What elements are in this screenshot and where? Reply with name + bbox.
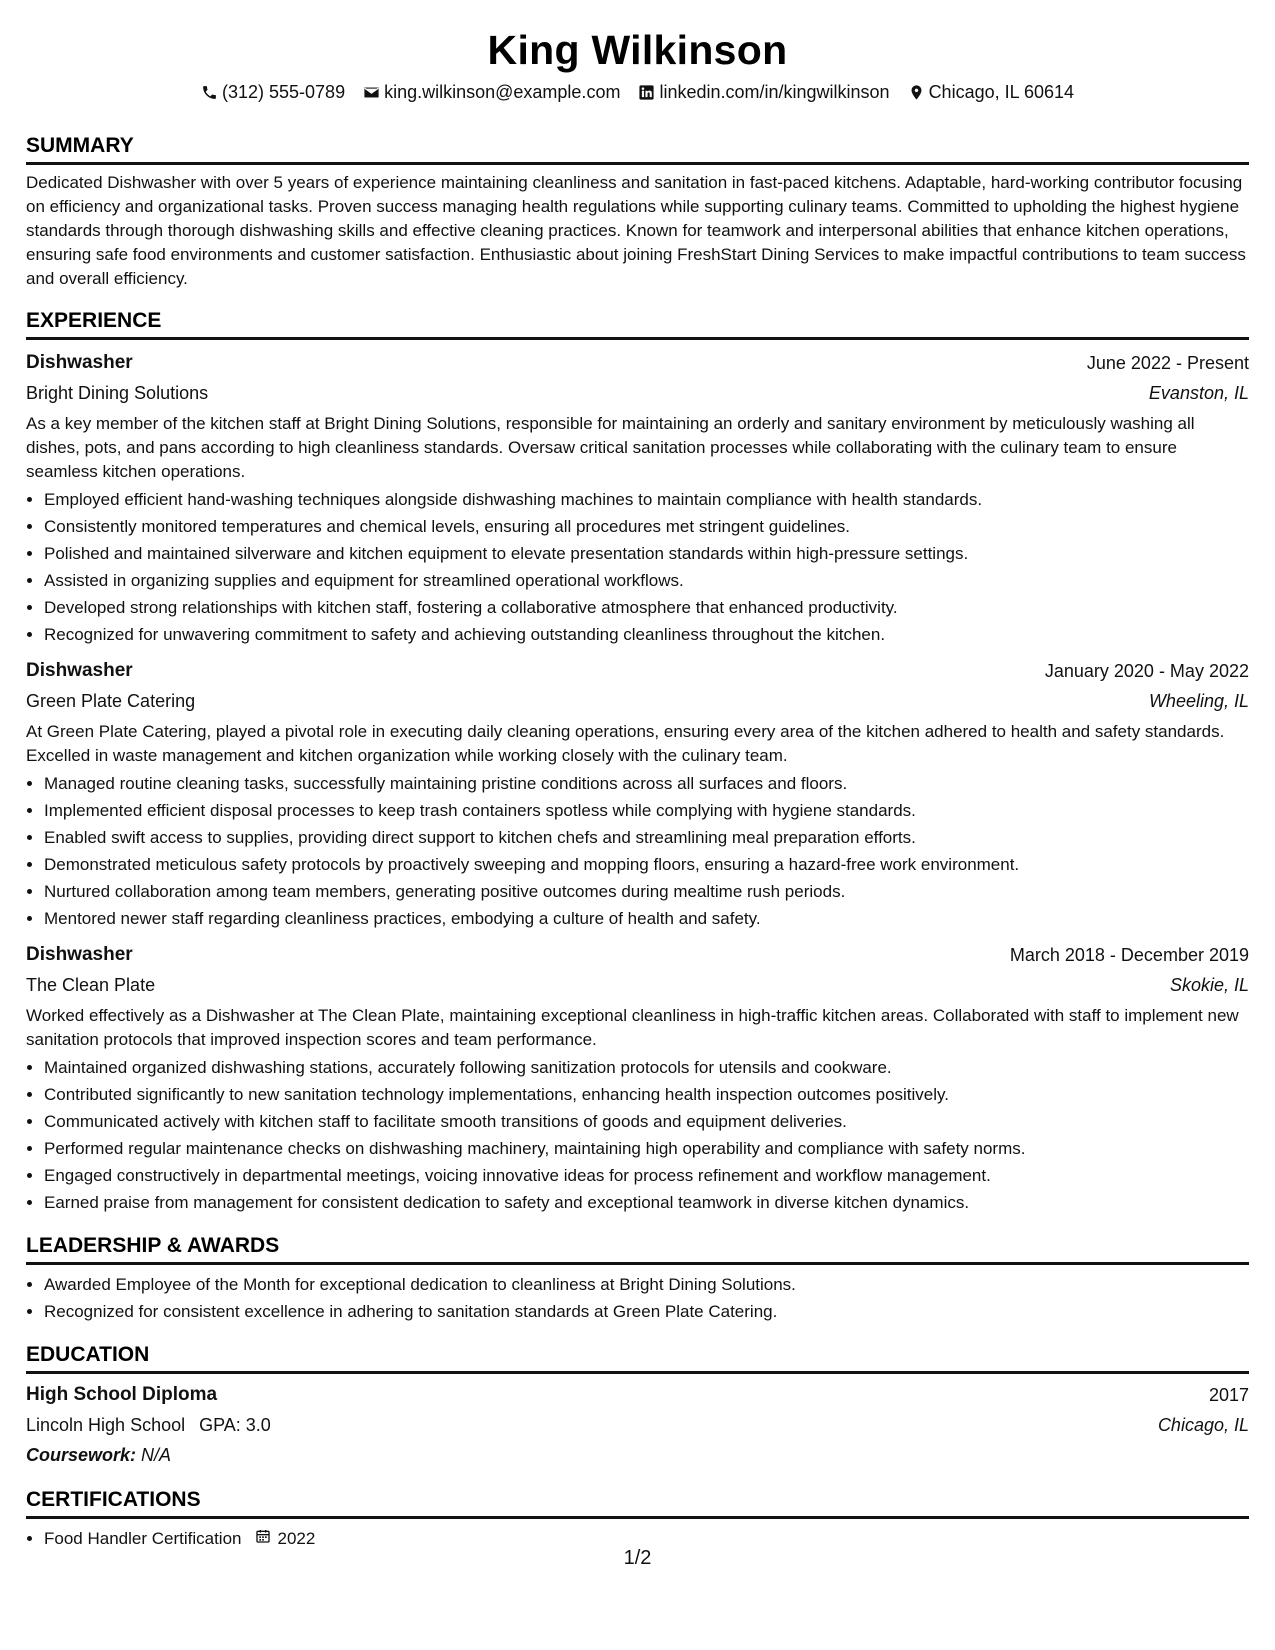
certification-year: 2022 bbox=[277, 1529, 316, 1548]
list-item: • Contributed significantly to new sanitation technology implementations, enhancing health inspection outcomes positively. bbox=[44, 1081, 1249, 1108]
job-bullets bbox=[26, 486, 1249, 648]
coursework-value: N/A bbox=[141, 1445, 172, 1465]
page-number: 1/2 bbox=[623, 1547, 652, 1569]
envelope-icon bbox=[363, 84, 380, 101]
candidate-name: King Wilkinson bbox=[487, 27, 788, 73]
list-item: • Employed efficient hand-washing techniques alongside dishwashing machines to maintain compliance with health standards. bbox=[44, 486, 1249, 513]
school-name: Lincoln High School bbox=[26, 1415, 186, 1435]
job-description: At Green Plate Catering, played a pivotal role in executing daily cleaning operations, ensuring every area of the kitchen adhered to health and safety standards. Excelled in waste management and kitchen organization while working closely with the culinary team. bbox=[26, 722, 1225, 765]
list-item: • Performed regular maintenance checks on dishwashing machinery, maintaining high operability and compliance with safety norms. bbox=[44, 1135, 1249, 1162]
contact-bar bbox=[26, 80, 1249, 104]
list-item: • Recognized for unwavering commitment to safety and achieving outstanding cleanliness throughout the kitchen. bbox=[44, 621, 1249, 648]
list-item: • Demonstrated meticulous safety protocols by proactively sweeping and mopping floors, ensuring a hazard-free work environment. bbox=[44, 851, 1249, 878]
experience-section bbox=[26, 307, 1249, 1216]
job-dates: June 2022 - Present bbox=[1086, 353, 1249, 373]
job-entry bbox=[26, 656, 1249, 932]
summary-text: Dedicated Dishwasher with over 5 years of experience maintaining cleanliness and sanitation in fast-paced kitchens. Adaptable, hard-working contributor focusing on efficiency and organizational tasks. Proven success managing health regulations while supporting culinary teams. Committed to upholding the highest hygiene standards through thorough dishwashing skills and effective cleaning practices. Known for teamwork and interpersonal abilities that enhance kitchen operations, ensuring safe food environments and customer satisfaction. Enthusiastic about joining FreshStart Dining Services to make impactful contributions to team success and overall efficiency. bbox=[26, 173, 1246, 288]
certifications-section bbox=[26, 1486, 1249, 1552]
list-item: • Communicated actively with kitchen staff to facilitate smooth transitions of goods and equipment deliveries. bbox=[44, 1108, 1249, 1135]
gpa: GPA: 3.0 bbox=[199, 1415, 271, 1435]
contact-email bbox=[363, 80, 620, 104]
education-location: Chicago, IL bbox=[1157, 1415, 1249, 1435]
list-item: • Managed routine cleaning tasks, successfully maintaining pristine conditions across all surfaces and floors. bbox=[44, 770, 1249, 797]
leadership-title: LEADERSHIP & AWARDS bbox=[26, 1232, 1249, 1265]
list-item: • Nurtured collaboration among team members, generating positive outcomes during mealtime rush periods. bbox=[44, 878, 1249, 905]
contact-location bbox=[908, 80, 1074, 104]
school-line bbox=[26, 1410, 271, 1440]
email-text: king.wilkinson@example.com bbox=[384, 82, 621, 102]
list-item: • Recognized for consistent excellence in adhering to sanitation standards at Green Plate Catering. bbox=[44, 1298, 1249, 1325]
contact-phone bbox=[201, 80, 345, 104]
job-company: The Clean Plate bbox=[26, 975, 156, 995]
job-description: Worked effectively as a Dishwasher at The Clean Plate, maintaining exceptional cleanliness in high-traffic kitchen areas. Collaborated with staff to implement new sanitation protocols that improved inspection scores and team performance. bbox=[26, 1006, 1239, 1049]
map-pin-icon bbox=[908, 84, 925, 101]
list-item: • Assisted in organizing supplies and equipment for streamlined operational workflows. bbox=[44, 567, 1249, 594]
list-item: • Consistently monitored temperatures and chemical levels, ensuring all procedures met stringent guidelines. bbox=[44, 513, 1249, 540]
list-item: • Enabled swift access to supplies, providing direct support to kitchen chefs and streamlining meal preparation efforts. bbox=[44, 824, 1249, 851]
list-item: • Developed strong relationships with kitchen staff, fostering a collaborative atmosphere that enhanced productivity. bbox=[44, 594, 1249, 621]
list-item: • Awarded Employee of the Month for exceptional dedication to cleanliness at Bright Dining Solutions. bbox=[44, 1271, 1249, 1298]
job-entry bbox=[26, 940, 1249, 1216]
job-location: Wheeling, IL bbox=[1148, 691, 1249, 711]
phone-text: (312) 555-0789 bbox=[221, 82, 346, 102]
location-text: Chicago, IL 60614 bbox=[928, 82, 1075, 102]
leadership-section bbox=[26, 1232, 1249, 1325]
certification-name: • Food Handler Certification bbox=[44, 1529, 242, 1548]
phone-icon bbox=[201, 84, 218, 101]
job-company: Green Plate Catering bbox=[26, 691, 196, 711]
job-description: As a key member of the kitchen staff at Bright Dining Solutions, responsible for maintaining an orderly and sanitary environment by meticulously washing all dishes, pots, and pans according to high cleanliness standards. Oversaw critical sanitation processes while collaborating with the culinary team to ensure seamless kitchen operations. bbox=[26, 414, 1195, 481]
job-role: Dishwasher bbox=[26, 352, 133, 373]
job-role: Dishwasher bbox=[26, 944, 133, 965]
job-role: Dishwasher bbox=[26, 660, 133, 681]
list-item: • Implemented efficient disposal processes to keep trash containers spotless while complying with hygiene standards. bbox=[44, 797, 1249, 824]
list-item: • Polished and maintained silverware and kitchen equipment to elevate presentation standards within high-pressure settings. bbox=[44, 540, 1249, 567]
job-bullets bbox=[26, 1054, 1249, 1216]
resume-page bbox=[26, 0, 1249, 1552]
summary-title: SUMMARY bbox=[26, 132, 1249, 165]
leadership-bullets bbox=[26, 1271, 1249, 1325]
list-item: • Maintained organized dishwashing stations, accurately following sanitization protocols for utensils and cookware. bbox=[44, 1054, 1249, 1081]
job-location: Evanston, IL bbox=[1148, 383, 1249, 403]
education-title: EDUCATION bbox=[26, 1341, 1249, 1374]
linkedin-icon bbox=[638, 84, 655, 101]
degree: High School Diploma bbox=[26, 1384, 218, 1405]
coursework bbox=[26, 1440, 1249, 1470]
list-item: • Mentored newer staff regarding cleanliness practices, embodying a culture of health and safety. bbox=[44, 905, 1249, 932]
certifications-title: CERTIFICATIONS bbox=[26, 1486, 1249, 1519]
experience-title: EXPERIENCE bbox=[26, 307, 1249, 340]
contact-linkedin bbox=[638, 80, 889, 104]
coursework-label: Coursework: bbox=[26, 1445, 137, 1465]
job-dates: January 2020 - May 2022 bbox=[1044, 661, 1249, 681]
linkedin-text: linkedin.com/in/kingwilkinson bbox=[659, 82, 890, 102]
job-location: Skokie, IL bbox=[1169, 975, 1249, 995]
job-entry bbox=[26, 348, 1249, 648]
list-item: • Earned praise from management for consistent dedication to safety and exceptional teamwork in diverse kitchen dynamics. bbox=[44, 1189, 1249, 1216]
list-item: • Engaged constructively in departmental meetings, voicing innovative ideas for process refinement and workflow management. bbox=[44, 1162, 1249, 1189]
job-bullets bbox=[26, 770, 1249, 932]
job-dates: March 2018 - December 2019 bbox=[1009, 945, 1249, 965]
summary-section bbox=[26, 132, 1249, 291]
education-section bbox=[26, 1341, 1249, 1470]
education-year: 2017 bbox=[1208, 1385, 1249, 1405]
job-company: Bright Dining Solutions bbox=[26, 383, 209, 403]
